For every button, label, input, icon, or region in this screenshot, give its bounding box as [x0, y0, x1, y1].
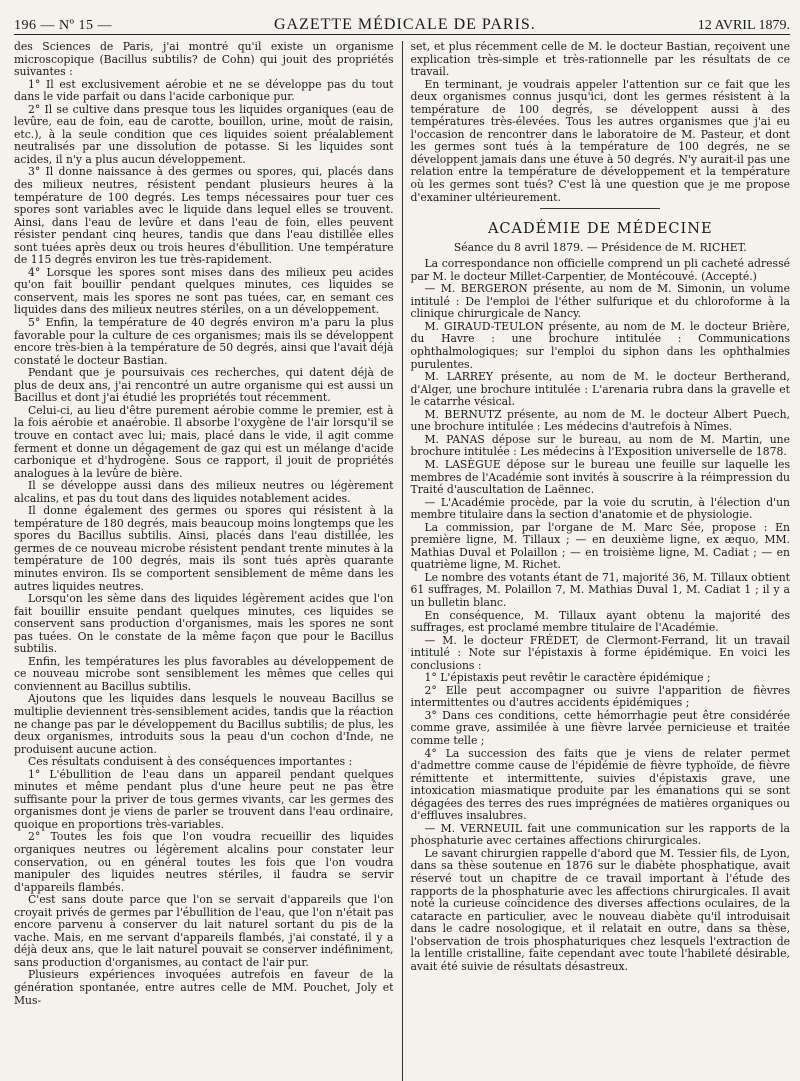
- paragraph: 1° L'épistaxis peut revêtir le caractère épidémique ;: [424, 671, 711, 685]
- paragraph: set, et plus récemment celle de M. le docteur Bastian, reçoivent une explication très-simple et très-rationnelle par les résultats de ce travail.: [410, 41, 790, 79]
- paragraph: La correspondance non officielle comprend un pli cacheté adressé par M. le docteur Millet-Carpentier, de Montécouvé. (Accepté.): [410, 257, 790, 283]
- paragraph: 3° Il donne naissance à des germes ou spores, qui, placés dans des milieux neutres, résistent pendant plusieurs heures à la température de 100 degrés. Les temps nécessaires pour tuer ces spores sont variables avec le liquide dans lequel elles se trouvent. Ainsi, dans l'eau de levûre et dans l'eau de foin, elles peuvent résister pendant cinq heures, tandis que dans l'eau distillée elles sont tuées après deux ou trois heures d'ébullition. Une température de 115 degrés environ les tue très-rapidement.: [14, 165, 394, 267]
- section-divider: [540, 208, 660, 209]
- paragraph: — L'Académie procède, par la voie du scrutin, à l'élection d'un membre titulaire dans la section d'anatomie et de physiologie.: [410, 495, 790, 522]
- paragraph: 4° Lorsque les spores sont mises dans des milieux peu acides qu'on fait bouillir pendant quelques minutes, ces liquides se conservent, mais les spores ne sont pas tuées, car, en semant ces liquides dans des milieux neutres stériles, on a un développement.: [14, 265, 394, 317]
- issue-date: 12 AVRIL 1879.: [697, 18, 790, 33]
- paragraph: Ajoutons que les liquides dans lesquels le nouveau Bacillus se multiplie deviennent très-sensiblement acides, tandis que la réaction ne change pas par le développement du Bacillus subtilis; de plus, les deux organismes, introduits sous la peau d'un cochon d'Inde, ne produisent aucune action.: [14, 692, 394, 756]
- paragraph: Le nombre des votants étant de 71, majorité 36, M. Tillaux obtient 61 suffrages, M. Polaillon 7, M. Mathias Duval 1, M. Cadiat 1 ; il y a un bulletin blanc.: [410, 570, 790, 609]
- paragraph: 2° Elle peut accompagner ou suivre l'apparition de fièvres intermittentes ou d'autres accidents épidémiques ;: [410, 683, 790, 710]
- section-title: ACADÉMIE DE MÉDECINE: [487, 221, 713, 238]
- paragraph: Il donne également des germes ou spores qui résistent à la température de 180 degrés, mais beaucoup moins longtemps que les spores du Bacillus subtilis. Ainsi, placés dans l'eau distillée, les germes de ce nouveau microbe résistent pendant trente minutes à la température de 100 degrés, mais ils sont tués après quarante minutes environ. Ils se comportent sensiblement de même dans les autres liquides neutres.: [14, 504, 394, 593]
- paragraph: 2° Il se cultive dans presque tous les liquides organiques (eau de levûre, eau de foin, eau de carotte, bouillon, urine, moût de raisin, etc.), à la seule condition que ces liquides soient préalablement neutralisés par une dissolution de potasse. Si les liquides sont acides, il n'y a plus aucun développement.: [14, 102, 394, 166]
- paragraph: 4° La succession des faits que je viens de relater permet d'admettre comme cause de l'épidémie de fièvre typhoïde, de fièvre rémittente et intermittente, suivies d'épistaxis grave, une intoxication miasmatique produite par les émanations qui se sont dégagées des terres des rues imprégnées de matières organiques ou d'effluves insalubres.: [410, 746, 790, 823]
- paragraph: 1° Il est exclusivement aérobie et ne se développe pas du tout dans le vide parfait ou dans l'acide carbonique pur.: [14, 77, 394, 104]
- page-number: 196 — Nº 15 —: [14, 18, 112, 33]
- page-header: [14, 8, 790, 35]
- paragraph: M. LASÈGUE dépose sur le bureau une feuille sur laquelle les membres de l'Académie sont invités à souscrire à la réimpression du Traité d'auscultation de Laënnec.: [410, 457, 790, 497]
- paragraph: Plusieurs expériences invoquées autrefois en faveur de la génération spontanée, entre autres celle de MM. Pouchet, Joly et Mus-: [14, 968, 394, 1007]
- paragraph: Le savant chirurgien rappelle d'abord que M. Tessier fils, de Lyon, dans sa thèse soutenue en 1876 sur le diabète phosphatique, avait réservé tout un chapitre de ce travail important à l'étude des rapports de la phosphaturie avec les affections chirurgicales. Il avait noté la curieuse coïncidence des diverses affections oculaires, de la cataracte en particulier, avec le nouveau diabète qu'il introduisait dans le cadre nosologique, et il relatait en outre, dans sa thèse, l'observation de trois phosphaturiques chez lesquels l'extraction de la lentille cristalline, faite cependant avec toute l'habileté désirable, avait été suivie de résultats désastreux.: [410, 846, 790, 973]
- paragraph: 1° L'ébullition de l'eau dans un appareil pendant quelques minutes et même pendant plus d'une heure peut ne pas être suffisante pour la priver de tous germes vivants, car les germes des organismes dont je viens de parler se trouvent dans l'eau ordinaire, quoique en proportions très-variables.: [14, 767, 394, 831]
- paragraph: M. GIRAUD-TEULON présente, au nom de M. le docteur Brière, du Havre : une brochure intitulée : Communications ophthalmologiques; sur l'emploi du siphon dans les ophthalmies purulentes.: [410, 319, 790, 371]
- paragraph: M. BERNUTZ présente, au nom de M. le docteur Albert Puech, une brochure intitulée : Les médecins d'autrefois à Nîmes.: [410, 407, 790, 434]
- right-column: [402, 41, 791, 1081]
- paragraph: Pendant que je poursuivais ces recherches, qui datent déjà de plus de deux ans, j'ai rencontré un autre organisme qui est aussi un Bacillus et dont j'ai étudié les propriétés tout récemment.: [14, 366, 394, 405]
- paragraph: M. LARREY présente, au nom de M. le docteur Bertherand, d'Alger, une brochure intitulée : L'arenaria rubra dans la gravelle et le catarrhe vésical.: [410, 370, 790, 409]
- paragraph: En conséquence, M. Tillaux ayant obtenu la majorité des suffrages, est proclamé membre titulaire de l'Académie.: [410, 608, 790, 635]
- paragraph: 5° Enfin, la température de 40 degrés environ m'a paru la plus favorable pour la culture de ces organismes; mais ils se développent encore très-bien à la température de 50 degrés, ainsi que l'avait déjà constaté le docteur Bastian.: [14, 316, 394, 367]
- paragraph: Enfin, les températures les plus favorables au développement de ce nouveau microbe sont sensiblement les mêmes que celles qui conviennent au Bacillus subtilis.: [14, 654, 394, 693]
- paragraph: M. PANAS dépose sur le bureau, au nom de M. Martin, une brochure intitulée : Les médecins à l'Exposition universelle de 1878.: [410, 432, 790, 459]
- paragraph: — M. le docteur FRÉDET, de Clermont-Ferrand, lit un travail intitulé : Note sur l'épistaxis à forme épidémique. En voici les conclusions :: [410, 633, 790, 672]
- paragraph: C'est sans doute parce que l'on se servait d'appareils que l'on croyait privés de germes par l'ébullition de l'eau, que l'on n'était pas encore parvenu à conserver du lait naturel sortant du pis de la vache. Mais, en me servant d'appareils flambés, j'ai constaté, il y a déjà deux ans, que le lait naturel pouvait se conserver indéfiniment, sans production d'organismes, au contact de l'air pur.: [14, 893, 394, 969]
- paragraph: des Sciences de Paris, j'ai montré qu'il existe un organisme microscopique (Bacillus subtilis? de Cohn) qui jouit des propriétés suivantes :: [14, 41, 394, 79]
- paragraph: Celui-ci, au lieu d'être purement aérobie comme le premier, est à la fois aérobie et anaérobie. Il absorbe l'oxygène de l'air lorsqu'il se trouve en contact avec lui; mais, placé dans le vide, il agit comme ferment et donne un dégagement de gaz qui est un mélange d'acide carbonique et d'hydrogène. Sous ce rapport, il jouit de propriétés analogues à la levûre de bière.: [14, 403, 394, 480]
- journal-title: GAZETTE MÉDICALE DE PARIS.: [273, 16, 536, 33]
- paragraph: — M. VERNEUIL fait une communication sur les rapports de la phosphaturie avec certaines affections chirurgicales.: [410, 821, 790, 848]
- paragraph: Lorsqu'on les sème dans des liquides légèrement acides que l'on fait bouillir ensuite pendant quelques minutes, ces liquides se conservent sans production d'organismes, mais les spores ne sont pas tuées. On le constate de la même façon que pour le Bacillus subtilis.: [14, 592, 394, 656]
- paragraph: — M. BERGERON présente, au nom de M. Simonin, un volume intitulé : De l'emploi de l'éther sulfurique et du chloroforme à la clinique chirurgicale de Nancy.: [410, 282, 790, 321]
- left-column: [14, 41, 402, 1081]
- paragraph: Ces résultats conduisent à des conséquences importantes :: [28, 755, 353, 769]
- session-line: Séance du 8 avril 1879. — Présidence de M. RICHET.: [453, 240, 747, 254]
- paragraph: 3° Dans ces conditions, cette hémorrhagie peut être considérée comme grave, assimilée à une fièvre larvée pernicieuse et traitée comme telle ;: [410, 708, 790, 747]
- paragraph: 2° Toutes les fois que l'on voudra recueillir des liquides organiques neutres ou légèrement alcalins pour constater leur conservation, ou en général toutes les fois que l'on voudra manipuler des liquides neutres stériles, il faudra se servir d'appareils flambés.: [14, 830, 394, 894]
- paragraph: En terminant, je voudrais appeler l'attention sur ce fait que les deux organismes connus jusqu'ici, dont les germes résistent à la température de 100 degrés, se développent aussi à des températures très-élevées. Tous les autres organismes que j'ai eu l'occasion de rencontrer dans le laboratoire de M. Pasteur, et dont les germes sont tués à la température de 100 degrés, ne se développent jamais dans une étuve à 50 degrés. N'y aurait-il pas une relation entre la température de développement et la température où les germes sont tués? C'est là une question que je me propose d'examiner ultérieurement.: [410, 77, 790, 204]
- paragraph: La commission, par l'organe de M. Marc Sée, propose : En première ligne, M. Tillaux ; — en deuxième ligne, ex æquo, MM. Mathias Duval et Polaillon ; — en troisième ligne, M. Cadiat ; — en quatrième ligne, M. Richet.: [410, 520, 790, 572]
- paragraph: Il se développe aussi dans des milieux neutres ou légèrement alcalins, et pas du tout dans des liquides notablement acides.: [14, 479, 394, 505]
